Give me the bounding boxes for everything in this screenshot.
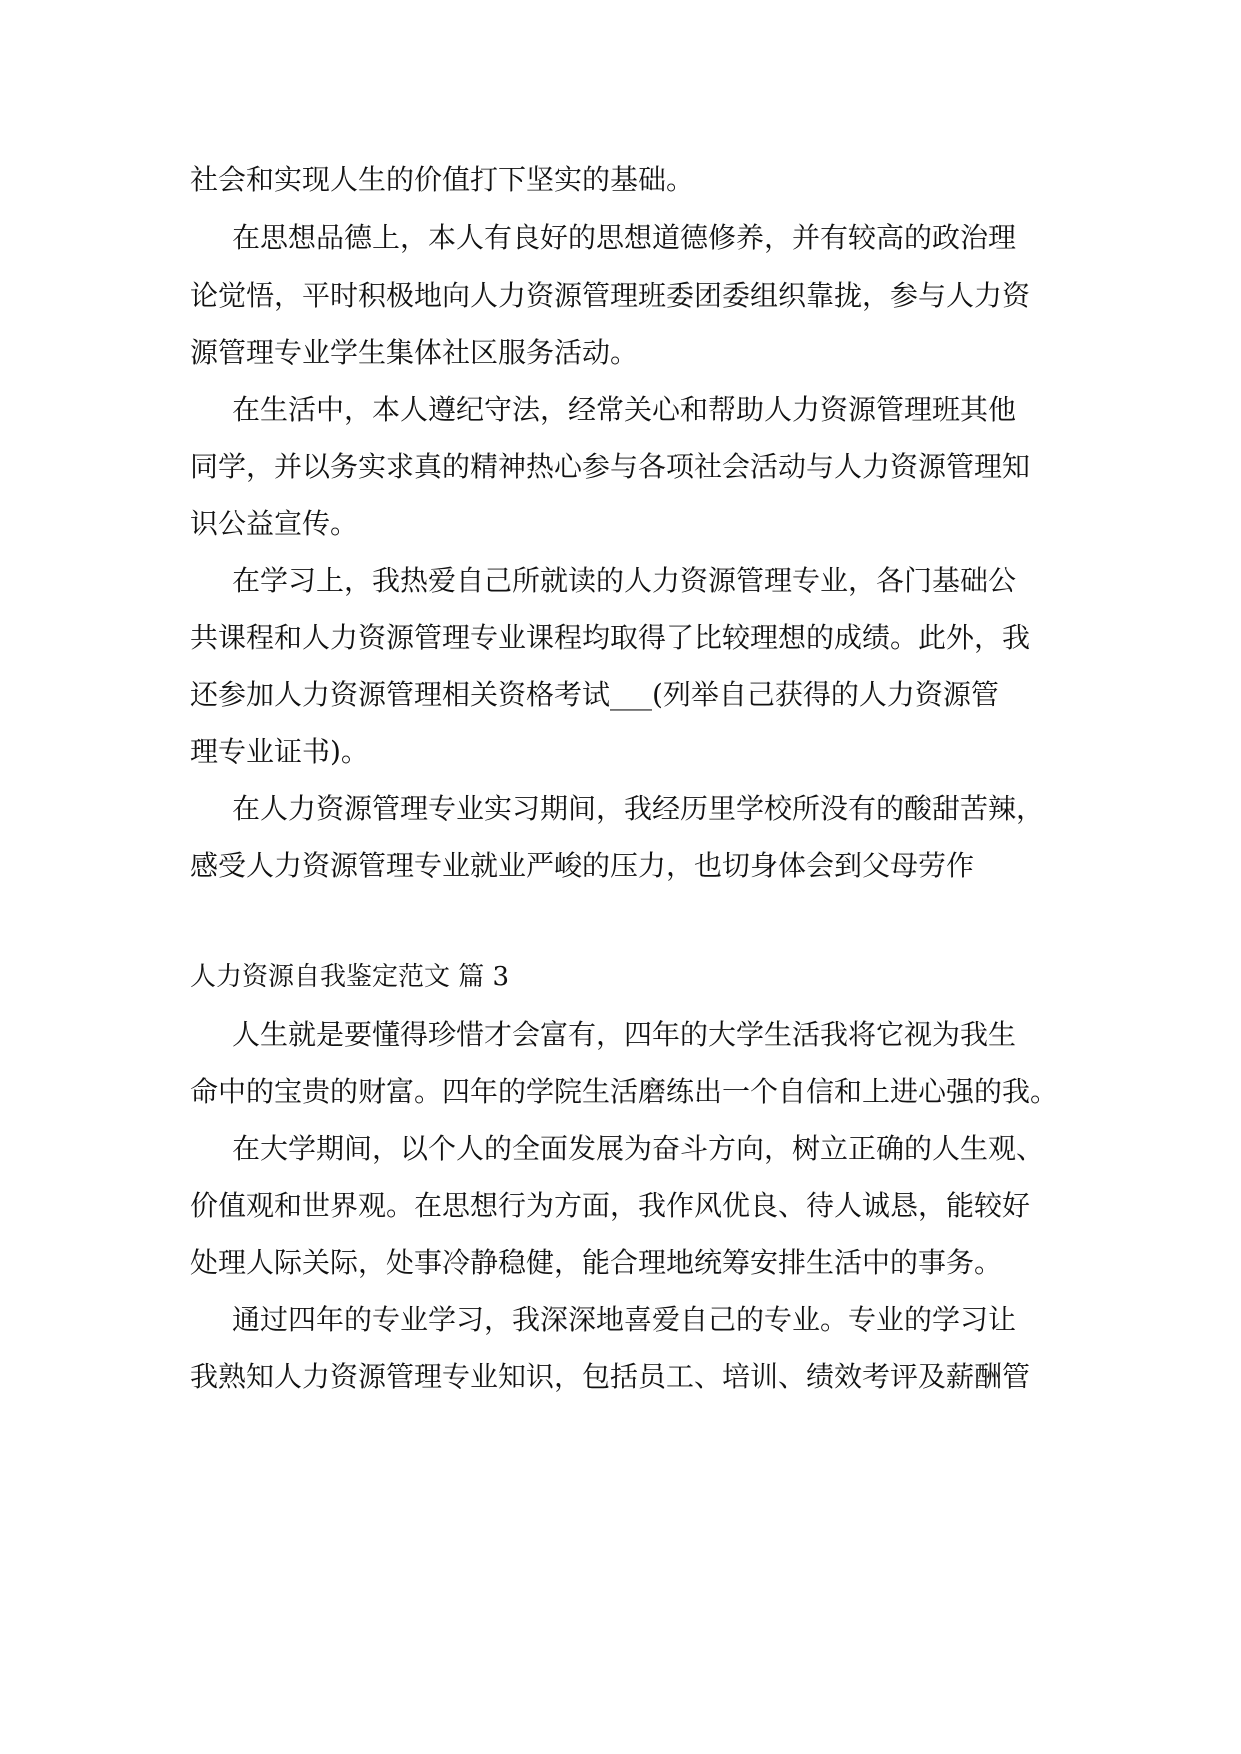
- text-line: 识公益宣传。: [190, 507, 359, 540]
- text-line: 处理人际关际，处事冷静稳健，能合理地统筹安排生活中的事务。: [190, 1246, 1003, 1279]
- text-line: 通过四年的专业学习，我深深地喜爱自己的专业。专业的学习让: [232, 1303, 1017, 1336]
- section-heading: 人力资源自我鉴定范文 篇 3: [190, 962, 510, 992]
- text-line: 价值观和世界观。在思想行为方面，我作风优良、待人诚恳，能较好: [190, 1189, 1031, 1222]
- text-line: 命中的宝贵的财富。四年的学院生活磨练出一个自信和上进心强的我。: [190, 1075, 1059, 1108]
- text-line: 我熟知人力资源管理专业知识，包括员工、培训、绩效考评及薪酬管: [190, 1360, 1031, 1393]
- text-line: 人生就是要懂得珍惜才会富有，四年的大学生活我将它视为我生: [232, 1018, 1017, 1051]
- text-line: 在生活中，本人遵纪守法，经常关心和帮助人力资源管理班其他: [232, 393, 1017, 426]
- text-line: 共课程和人力资源管理专业课程均取得了比较理想的成绩。此外，我: [190, 621, 1031, 654]
- text-line: 同学，并以务实求真的精神热心参与各项社会活动与人力资源管理知: [190, 450, 1031, 483]
- text-line: 理专业证书)。: [190, 735, 369, 768]
- text-line: 感受人力资源管理专业就业严峻的压力，也切身体会到父母劳作: [190, 849, 975, 882]
- text-line: 在思想品德上，本人有良好的思想道德修养，并有较高的政治理: [232, 221, 1017, 254]
- text-line: 在人力资源管理专业实习期间，我经历里学校所没有的酸甜苦辣，: [232, 792, 1045, 825]
- text-line: 社会和实现人生的价值打下坚实的基础。: [190, 163, 695, 196]
- text-line: 在学习上，我热爱自己所就读的人力资源管理专业，各门基础公: [232, 564, 1017, 597]
- text-line: 还参加人力资源管理相关资格考试___(列举自己获得的人力资源管: [190, 678, 999, 711]
- text-line: 论觉悟，平时积极地向人力资源管理班委团委组织靠拢，参与人力资: [190, 279, 1031, 312]
- text-line: 源管理专业学生集体社区服务活动。: [190, 336, 639, 369]
- text-line: 在大学期间，以个人的全面发展为奋斗方向，树立正确的人生观、: [232, 1132, 1045, 1165]
